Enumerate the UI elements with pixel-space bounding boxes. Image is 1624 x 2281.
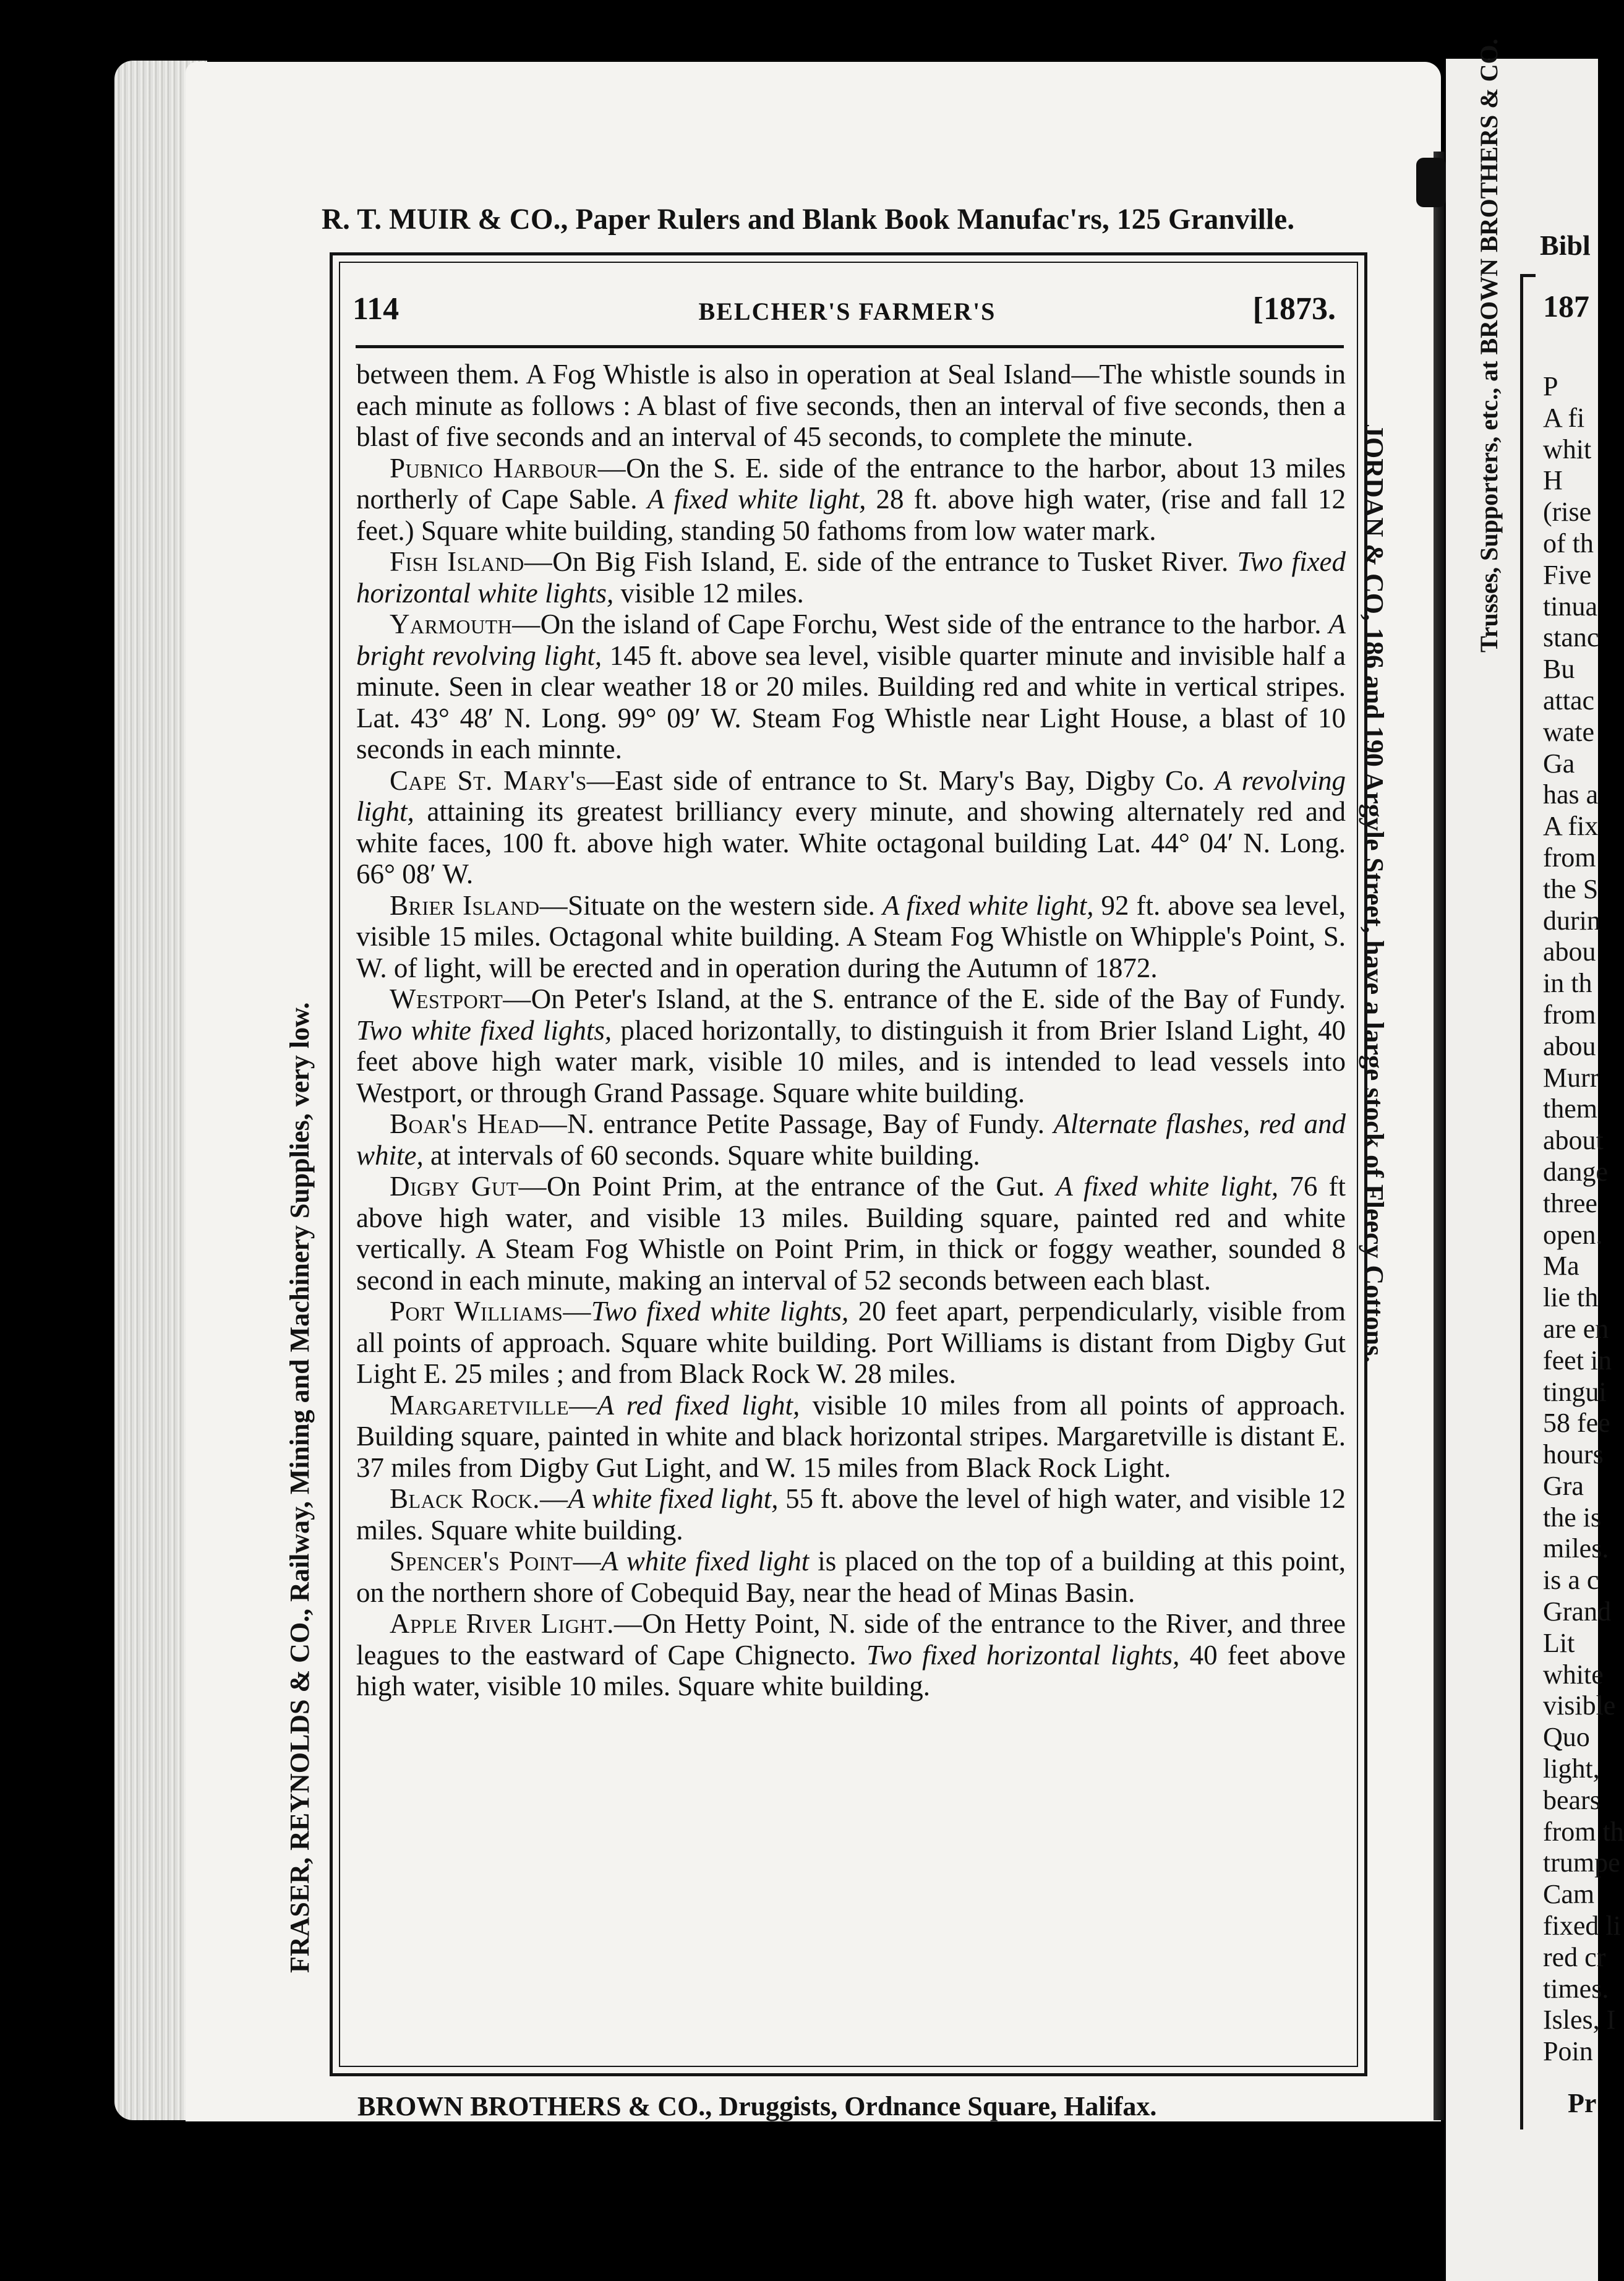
lighthouse-entry-yarmouth xyxy=(356,609,1346,765)
lighthouse-entry-black-rock xyxy=(356,1483,1346,1546)
entry-rest: attaining its greatest brilliancy every minute, and showing alternately red and white faces, 100 ft. above high water. White octagonal building Lat. 44° 04′ N. Long. 66° 08′ W. xyxy=(356,796,1346,889)
page-number: 114 xyxy=(353,291,400,327)
facing-page-line: trumpe xyxy=(1543,1847,1620,1878)
facing-page-line: Quo xyxy=(1543,1722,1590,1753)
facing-page-line: 58 fee xyxy=(1543,1408,1610,1439)
facing-page-line: red cr xyxy=(1543,1941,1606,1972)
facing-page-line: has a xyxy=(1543,779,1599,810)
entry-light: Two white fixed lights, xyxy=(356,1014,612,1046)
entry-rest: 20 feet apart, perpendicularly, visible from all points of approach. Square white building. Port Williams is distant from Digby Gut Light E. 25 miles ; and from Black Rock W. 28 miles. xyxy=(356,1296,1346,1389)
facing-page-line: miles. xyxy=(1543,1533,1609,1564)
lighthouse-entry-fish-island xyxy=(356,546,1346,609)
entry-text: On Peter's Island, at the S. entrance of the E. side of the Bay of Fundy. xyxy=(531,983,1346,1014)
entry-name: Fish Island— xyxy=(390,546,553,577)
lighthouse-entry-westport xyxy=(356,983,1346,1108)
paragraph-text: between them. A Fog Whistle is also in operation at Seal Island—The whistle sounds in each minute as follows : A blast of five seconds, then an interval of five seconds, then a blast of five seconds and an interval of 45 seconds, to complete the minute. xyxy=(356,359,1346,452)
entry-name: Pubnico Harbour— xyxy=(390,452,626,484)
facing-page-line: wate xyxy=(1543,716,1595,747)
paragraph-continued xyxy=(356,359,1346,453)
entry-name: Westport— xyxy=(390,983,531,1014)
facing-page-line: Ma xyxy=(1543,1251,1579,1282)
running-head xyxy=(353,291,1342,340)
footer-advertisement: BROWN BROTHERS & CO., Druggists, Ordnance Square, Halifax. xyxy=(357,2091,1157,2121)
entry-name: Cape St. Mary's— xyxy=(390,764,615,796)
facing-page-line: tinua xyxy=(1543,591,1597,622)
facing-page-line: bears xyxy=(1543,1784,1600,1815)
lighthouse-entry-digby-gut xyxy=(356,1171,1346,1296)
facing-page-line: in th xyxy=(1543,968,1592,999)
facing-page-line: tingui xyxy=(1543,1376,1607,1407)
facing-page-line: about xyxy=(1543,1125,1604,1156)
entry-rest: visible 10 miles from all points of approach. Building square, painted in white and black horizontal stripes. Margaretville is distant E. 37 miles from Digby Gut Light, and W. 15 miles from Black Rock Light. xyxy=(356,1389,1346,1483)
facing-page-text xyxy=(1543,289,1624,2068)
facing-page-line: Cam xyxy=(1543,1879,1595,1910)
entry-text: On the island of Cape Forchu, West side of the entrance to the harbor. xyxy=(540,609,1329,640)
facing-page-line: Gra xyxy=(1543,1470,1584,1501)
entry-rest: at intervals of 60 seconds. Square white building. xyxy=(423,1139,980,1171)
lighthouse-entry-cape-st-marys xyxy=(356,765,1346,890)
facing-page-line: from xyxy=(1543,842,1596,873)
facing-page-line: three xyxy=(1543,1188,1597,1218)
facing-page-line: Five xyxy=(1543,559,1592,590)
facing-page-lines xyxy=(1543,371,1624,2068)
facing-page-line: abou xyxy=(1543,1030,1596,1061)
entry-text: Situate on the western side. xyxy=(568,889,883,921)
facing-page-line: whit xyxy=(1543,434,1592,464)
entry-name: Apple River Light.— xyxy=(390,1608,643,1639)
lighthouse-entry-pubnico xyxy=(356,453,1346,547)
facing-page-line: stanc xyxy=(1543,622,1599,653)
lighthouse-entry-apple-river xyxy=(356,1608,1346,1702)
facing-page-line: them xyxy=(1543,1093,1597,1124)
facing-page-line: abou xyxy=(1543,936,1596,967)
facing-page-line: light, xyxy=(1543,1753,1600,1784)
facing-page-line: from th xyxy=(1543,1816,1624,1847)
facing-page-line: Grand xyxy=(1543,1596,1611,1627)
facing-page-frame xyxy=(1520,274,1536,2129)
facing-page-line: Ga xyxy=(1543,748,1575,779)
facing-page-line: Murr xyxy=(1543,1062,1599,1093)
entry-light: A white fixed light, xyxy=(568,1483,779,1514)
entry-rest: 76 ft above high water, and visible 13 miles. Building square, painted red and white vertically. A Steam Fog Whistle on Point Prim, in thick or foggy weather, sounded 8 second in each minute, making an interval of 52 seconds between each blast. xyxy=(356,1171,1346,1296)
lighthouse-entry-margaretville xyxy=(356,1390,1346,1484)
header-rule xyxy=(356,345,1344,348)
lighthouse-entry-boars-head xyxy=(356,1108,1346,1171)
entry-rest: 28 ft. above high water, (rise and fall 12 feet.) Square white building, standing 50 fathoms from low water mark. xyxy=(356,484,1346,546)
facing-page-line: visible xyxy=(1543,1690,1616,1721)
entry-text: On Big Fish Island, E. side of the entrance to Tusket River. xyxy=(552,546,1237,577)
entry-rest: is placed on the top of a building at this point, on the northern shore of Cobequid Bay, near the head of Minas Basin. xyxy=(356,1546,1346,1608)
entry-light: Two fixed white lights, xyxy=(591,1296,849,1327)
header-advertisement: R. T. MUIR & CO., Paper Rulers and Blank Book Manufac'rs, 125 Granville. xyxy=(322,203,1295,236)
facing-page-line: open. xyxy=(1543,1219,1603,1250)
entry-light: Alternate flashes, red and white, xyxy=(356,1108,1346,1171)
left-margin-advertisement: FRASER, REYNOLDS & CO., Railway, Mining and Machinery Supplies, very low. xyxy=(284,1002,315,1973)
facing-page-line: the is xyxy=(1543,1502,1602,1533)
entry-rest: 55 ft. above the level of high water, and visible 12 miles. Square white building. xyxy=(356,1483,1346,1546)
facing-page-year: 187 xyxy=(1543,289,1589,323)
entry-name: Port Williams— xyxy=(390,1296,591,1327)
facing-page-line: Bu xyxy=(1543,654,1575,685)
facing-page-line: from xyxy=(1543,999,1596,1030)
facing-page-line: Poin xyxy=(1543,2036,1593,2067)
lighthouse-entry-spencers-point xyxy=(356,1546,1346,1608)
entry-light: A fixed white light, xyxy=(882,889,1094,921)
entry-text: On the S. E. side of the entrance to the harbor, about 13 miles northerly of Cape Sable. xyxy=(356,452,1346,515)
entry-name: Brier Island— xyxy=(390,889,568,921)
running-title: BELCHER'S FARMER'S xyxy=(698,297,996,325)
entry-light: Two fixed horizontal lights, xyxy=(866,1639,1180,1671)
facing-page-line: are en xyxy=(1543,1313,1609,1344)
lighthouse-entry-port-williams xyxy=(356,1296,1346,1390)
entry-rest: visible 12 miles. xyxy=(613,577,804,609)
facing-page-line: hours xyxy=(1543,1439,1604,1470)
entry-name: Margaretville— xyxy=(390,1389,597,1421)
entry-name: Boar's Head— xyxy=(390,1108,568,1139)
facing-page-line: H xyxy=(1543,465,1563,496)
facing-page-margin-advertisement: Trusses, Supporters, etc., at BROWN BROTHERS & CO. xyxy=(1475,38,1503,653)
facing-page-line: is a c xyxy=(1543,1565,1599,1596)
right-margin-advertisement: JORDAN & CO, 186 and 190 Argyle Street, have a large stock of Fleecy Cottons. xyxy=(1359,424,1389,1363)
facing-page-line: lie th xyxy=(1543,1282,1599,1313)
entry-light: A revolving light, xyxy=(356,764,1346,827)
facing-page-line: P xyxy=(1543,371,1558,401)
running-year: [1873. xyxy=(1252,291,1336,327)
facing-page-line: attac xyxy=(1543,685,1595,716)
entry-text: On Hetty Point, N. side of the entrance to the River, and three leagues to the eastward of Cape Chignecto. xyxy=(356,1608,1346,1671)
facing-page-line: dange xyxy=(1543,1156,1609,1187)
facing-page-line: Lit xyxy=(1543,1627,1575,1658)
facing-page-line: times. xyxy=(1543,1973,1609,2004)
facing-page-line: A fi xyxy=(1543,402,1585,433)
entry-name: Spencer's Point— xyxy=(390,1546,602,1577)
entry-name: Black Rock.— xyxy=(390,1483,568,1514)
entry-name: Digby Gut— xyxy=(390,1171,547,1202)
entry-text: East side of entrance to St. Mary's Bay, Digby Co. xyxy=(615,764,1215,796)
facing-page-line: durin xyxy=(1543,905,1600,936)
lighthouse-entry-brier-island xyxy=(356,890,1346,984)
entry-rest: 40 feet above high water, visible 10 miles. Square white building. xyxy=(356,1639,1346,1701)
entry-light: A bright revolving light, xyxy=(356,609,1346,671)
facing-page-line: A fix xyxy=(1543,811,1599,842)
entry-rest: 145 ft. above sea level, visible quarter minute and invisible half a minute. Seen in clear weather 18 or 20 miles. Building red and white in vertical stripes. Lat. 43° 48′ N. Long. 99° 09′ W. Steam Fog Whistle near Light House, a blast of 10 seconds in each minnte. xyxy=(356,640,1346,764)
entry-light: A red fixed light, xyxy=(597,1389,800,1421)
facing-page-line: of th xyxy=(1543,528,1594,558)
book-gutter xyxy=(1434,152,1445,2120)
entry-light: A fixed white light, xyxy=(1056,1171,1279,1202)
facing-page-line: feet in xyxy=(1543,1345,1612,1376)
entry-light: Two fixed horizontal white lights, xyxy=(356,546,1346,609)
entry-text: N. entrance Petite Passage, Bay of Fundy. xyxy=(567,1108,1054,1139)
entry-text: On Point Prim, at the entrance of the Gut. xyxy=(547,1171,1056,1202)
page-clip xyxy=(1416,158,1446,207)
entry-rest: placed horizontally, to distinguish it from Brier Island Light, 40 feet above high water mark, visible 10 miles, and is intended to lead vessels into Westport, or through Grand Passage. Square white building. xyxy=(356,1014,1346,1108)
entry-rest: 92 ft. above sea level, visible 15 miles. Octagonal white building. A Steam Fog Whistle on Whipple's Point, S. W. of light, will be erected and in operation during the Autumn of 1872. xyxy=(356,889,1346,983)
facing-page-line: white xyxy=(1543,1659,1604,1690)
facing-page-line: the S xyxy=(1543,873,1599,904)
entry-light: A fixed white light, xyxy=(647,484,866,515)
entry-light: A white fixed light xyxy=(601,1546,810,1577)
facing-page-line: (rise xyxy=(1543,497,1592,528)
facing-page-header: Bibl xyxy=(1540,229,1591,261)
lighthouse-list xyxy=(356,359,1346,2053)
facing-page-line: fixed li xyxy=(1543,1911,1621,1941)
entry-name: Yarmouth— xyxy=(390,609,541,640)
facing-page-footer: Pr xyxy=(1568,2088,1597,2118)
facing-page-line: Isles, I xyxy=(1543,2005,1616,2035)
